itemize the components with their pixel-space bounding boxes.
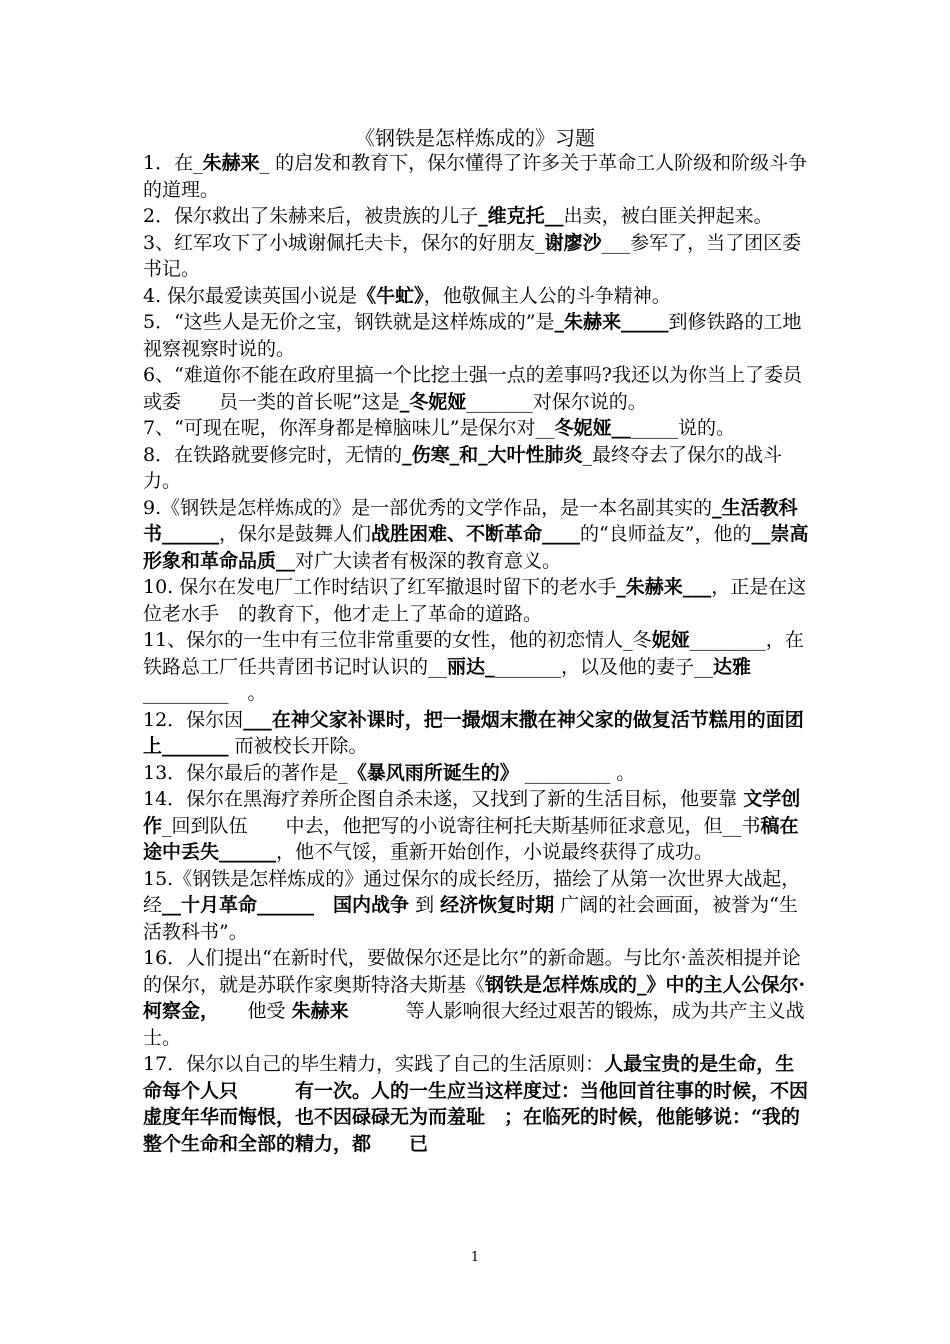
question-4: 4. 保尔最爱读英国小说是《牛虻》，他敬佩主人公的斗争精神。 [143, 284, 671, 307]
question-13: 13．保尔最后的著作是_《暴风雨所诞生的》 _________ 。 [143, 761, 636, 784]
question-list [143, 150, 813, 1157]
question-12: 12．保尔因___在神父家补课时，把一撮烟末撒在神父家的做复活节糕用的面团上_______ 而被校长开除。 [143, 708, 804, 757]
question-10: 10. 保尔在发电厂工作时结识了红军撤退时留下的老水手_朱赫来___，正是在这位老水手 的教育下，他才走上了革命的道路。 [143, 576, 807, 625]
question-17: 17．保尔以自己的毕生精力，实践了自己的生活原则：人最宝贵的是生命，生命每个人只 有一次。人的一生应当这样度过：当他回首往事的时候，不因虚度年华而悔恨，也不因碌碌无为而羞耻 ；在临死的时候，他能够说：“我的整个生命和全部的精力，都 已 [143, 1053, 809, 1155]
question-15: 15.《钢铁是怎样炼成的》通过保尔的成长经历，描绘了从第一次世界大战起，经__十月革命______ 国内战争 到 经济恢复时期 广阔的社会画面，被誉为“生活教科书”。 [143, 867, 801, 943]
page-title: 《钢铁是怎样炼成的》习题 [355, 126, 595, 150]
question-1: 1．在_朱赫来_ 的启发和教育下，保尔懂得了许多关于革命工人阶级和阶级斗争的道理。 [143, 152, 808, 201]
question-8: 8．在铁路就要修完时，无情的_伤寒_和_大叶性肺炎_最终夺去了保尔的战斗力。 [143, 443, 783, 492]
question-11: 11、保尔的一生中有三位非常重要的女性，他的初恋情人_冬妮娅________，在铁路总工厂任共青团书记时认识的__丽达________，以及他的妻子__达雅_________ 。 [143, 629, 804, 704]
page-number: 1 [470, 1250, 480, 1265]
question-6: 6、“难道你不能在政府里搞一个比挖土强一点的差事吗?我还以为你当上了委员或委 员一类的首长呢”这是_冬妮娅_______对保尔说的。 [143, 364, 802, 413]
question-16: 16．人们提出“在新时代，要做保尔还是比尔”的新命题。与比尔·盖茨相提并论的保尔，就是苏联作家奥斯特洛夫斯基《钢铁是怎样炼成的_》中的主人公保尔·柯察金， 他受 朱赫来 等人影响很大经过艰苦的锻炼，成为共产主义战士。 [143, 947, 806, 1049]
question-3: 3、红军攻下了小城谢佩托夫卡，保尔的好朋友_谢廖沙___参军了，当了团区委书记。 [143, 231, 802, 280]
question-2: 2．保尔救出了朱赫来后，被贵族的儿子_维克托__出卖，被白匪关押起来。 [143, 205, 773, 227]
question-14: 14．保尔在黑海疗养所企图自杀未遂，又找到了新的生活目标，他要靠 文学创作_回到队伍 中去，他把写的小说寄往柯托夫斯基师征求意见，但__书稿在途中丢失______，他不气馁，重新开始创作，小说最终获得了成功。 [143, 788, 801, 863]
question-9: 9.《钢铁是怎样炼成的》是一部优秀的文学作品，是一本名副其实的_生活教科书______，保尔是鼓舞人们战胜困难、不断革命____的“良师益友”，他的__崇高形象和革命品质__对广大读者有极深的教育意义。 [143, 496, 809, 572]
question-7: 7、“可现在呢，你浑身都是樟脑味儿”是保尔对__冬妮娅_______说的。 [143, 417, 736, 439]
question-5: 5．“这些人是无价之宝，钢铁就是这样炼成的”是_朱赫来_____到修铁路的工地视察视察时说的。 [143, 311, 802, 360]
